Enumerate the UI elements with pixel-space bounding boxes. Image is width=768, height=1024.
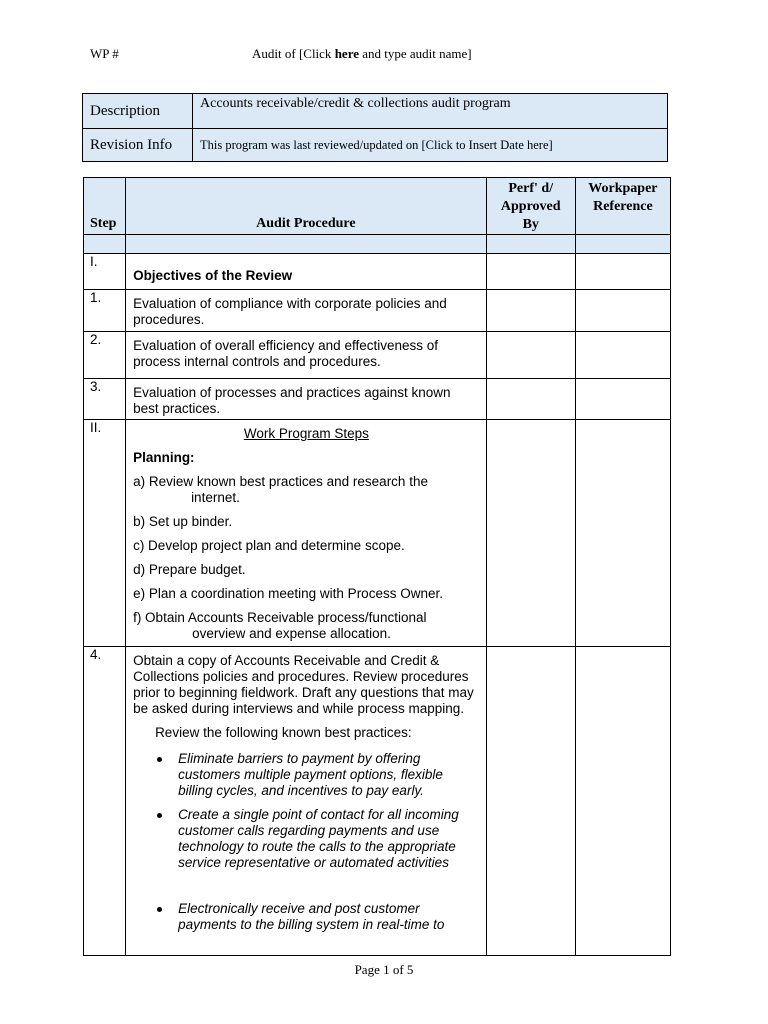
workpaper-ref-cell[interactable] [575,290,670,332]
band-cell [486,235,575,254]
page-number: Page 1 of 5 [354,962,414,977]
table-row [84,647,671,956]
performed-by-cell[interactable] [486,290,575,332]
performed-by-cell[interactable] [486,254,575,290]
procedure-cell [126,254,487,290]
planning-item-line: a) Review known best practices and research the [133,474,428,489]
description-label: Description [83,94,193,129]
table-row [84,254,671,290]
revision-label: Revision Info [83,129,193,162]
step-number: 4. [84,647,126,956]
step-header: Step [84,178,126,235]
step-number: II. [84,420,126,647]
list-item: Eliminate barriers to payment by offering customers multiple payment options, flexible billing cycles, and incentives to pay early. [157,751,480,799]
step-number: 1. [84,290,126,332]
performed-by-cell[interactable] [486,420,575,647]
revision-value[interactable]: This program was last reviewed/updated on [Click to Insert Date here] [193,129,668,162]
best-practices-list [133,751,480,933]
workpaper-ref-cell[interactable] [575,379,670,420]
planning-item: c) Develop project plan and determine scope. [133,538,405,553]
procedure-cell: Evaluation of overall efficiency and effectiveness of process internal controls and procedures. [126,332,487,379]
performed-approved-header [486,178,575,235]
table-row [84,332,671,379]
band-cell [126,235,487,254]
performed-by-cell[interactable] [486,647,575,956]
revision-row [83,129,668,162]
perf-header-line1: Perf' d/ [508,181,554,196]
table-header-row [84,178,671,235]
workpaper-ref-cell[interactable] [575,332,670,379]
procedure-cell: Evaluation of compliance with corporate policies and procedures. [126,290,487,332]
workpaper-ref-cell[interactable] [575,420,670,647]
table-row [84,379,671,420]
planning-item: e) Plan a coordination meeting with Process Owner. [133,586,443,601]
workpaper-ref-cell[interactable] [575,647,670,956]
audit-prefix: Audit of [Click [252,46,335,61]
planning-item [133,474,480,506]
wref-header-line2: Reference [593,199,653,214]
workpaper-number-label: WP # [90,46,119,61]
planning-item-line: internet. [191,490,240,505]
list-item: Create a single point of contact for all incoming customer calls regarding payments and use technology to route the calls to the appropriate service representative or automated activities [157,807,480,871]
procedure-cell [126,420,487,647]
procedure-text: Obtain a copy of Accounts Receivable and Credit & Collections policies and procedures. Review procedures prior to beginning fieldwork. Draft any questions that may be asked during interviews and while process mapping. [133,653,474,716]
performed-by-cell[interactable] [486,379,575,420]
planning-item-line: overview and expense allocation. [192,626,391,641]
workpaper-ref-cell[interactable] [575,254,670,290]
audit-suffix: and type audit name] [359,46,472,61]
band-cell [84,235,126,254]
work-program-steps-title: Work Program Steps [243,426,369,441]
step-number: 2. [84,332,126,379]
perf-header-line2: Approved [500,199,561,214]
procedure-cell: Evaluation of processes and practices against known best practices. [126,379,487,420]
program-info-table [82,93,668,162]
step-number: I. [84,254,126,290]
table-row [84,420,671,647]
table-row [84,290,671,332]
planning-item-line: f) Obtain Accounts Receivable process/functional [133,610,427,625]
procedure-header: Audit Procedure [126,178,487,235]
audit-click-here[interactable]: here [334,46,359,61]
wref-header-line1: Workpaper [588,181,658,196]
description-row [83,94,668,129]
procedure-cell [126,647,487,956]
planning-item [133,610,480,642]
header-band-row [84,235,671,254]
audit-name-field[interactable] [252,46,472,62]
list-item: Electronically receive and post customer payments to the billing system in real-time to [157,901,480,933]
planning-item: d) Prepare budget. [133,562,246,577]
objectives-heading: Objectives of the Review [133,268,293,283]
best-practices-intro: Review the following known best practices: [155,725,412,740]
step-number: 3. [84,379,126,420]
perf-header-line3: By [522,217,539,232]
performed-by-cell[interactable] [486,332,575,379]
planning-item: b) Set up binder. [133,514,233,529]
planning-heading: Planning: [133,450,195,465]
audit-procedure-table [83,177,671,956]
description-value[interactable]: Accounts receivable/credit & collections audit program [193,94,668,129]
band-cell [575,235,670,254]
workpaper-reference-header [575,178,670,235]
